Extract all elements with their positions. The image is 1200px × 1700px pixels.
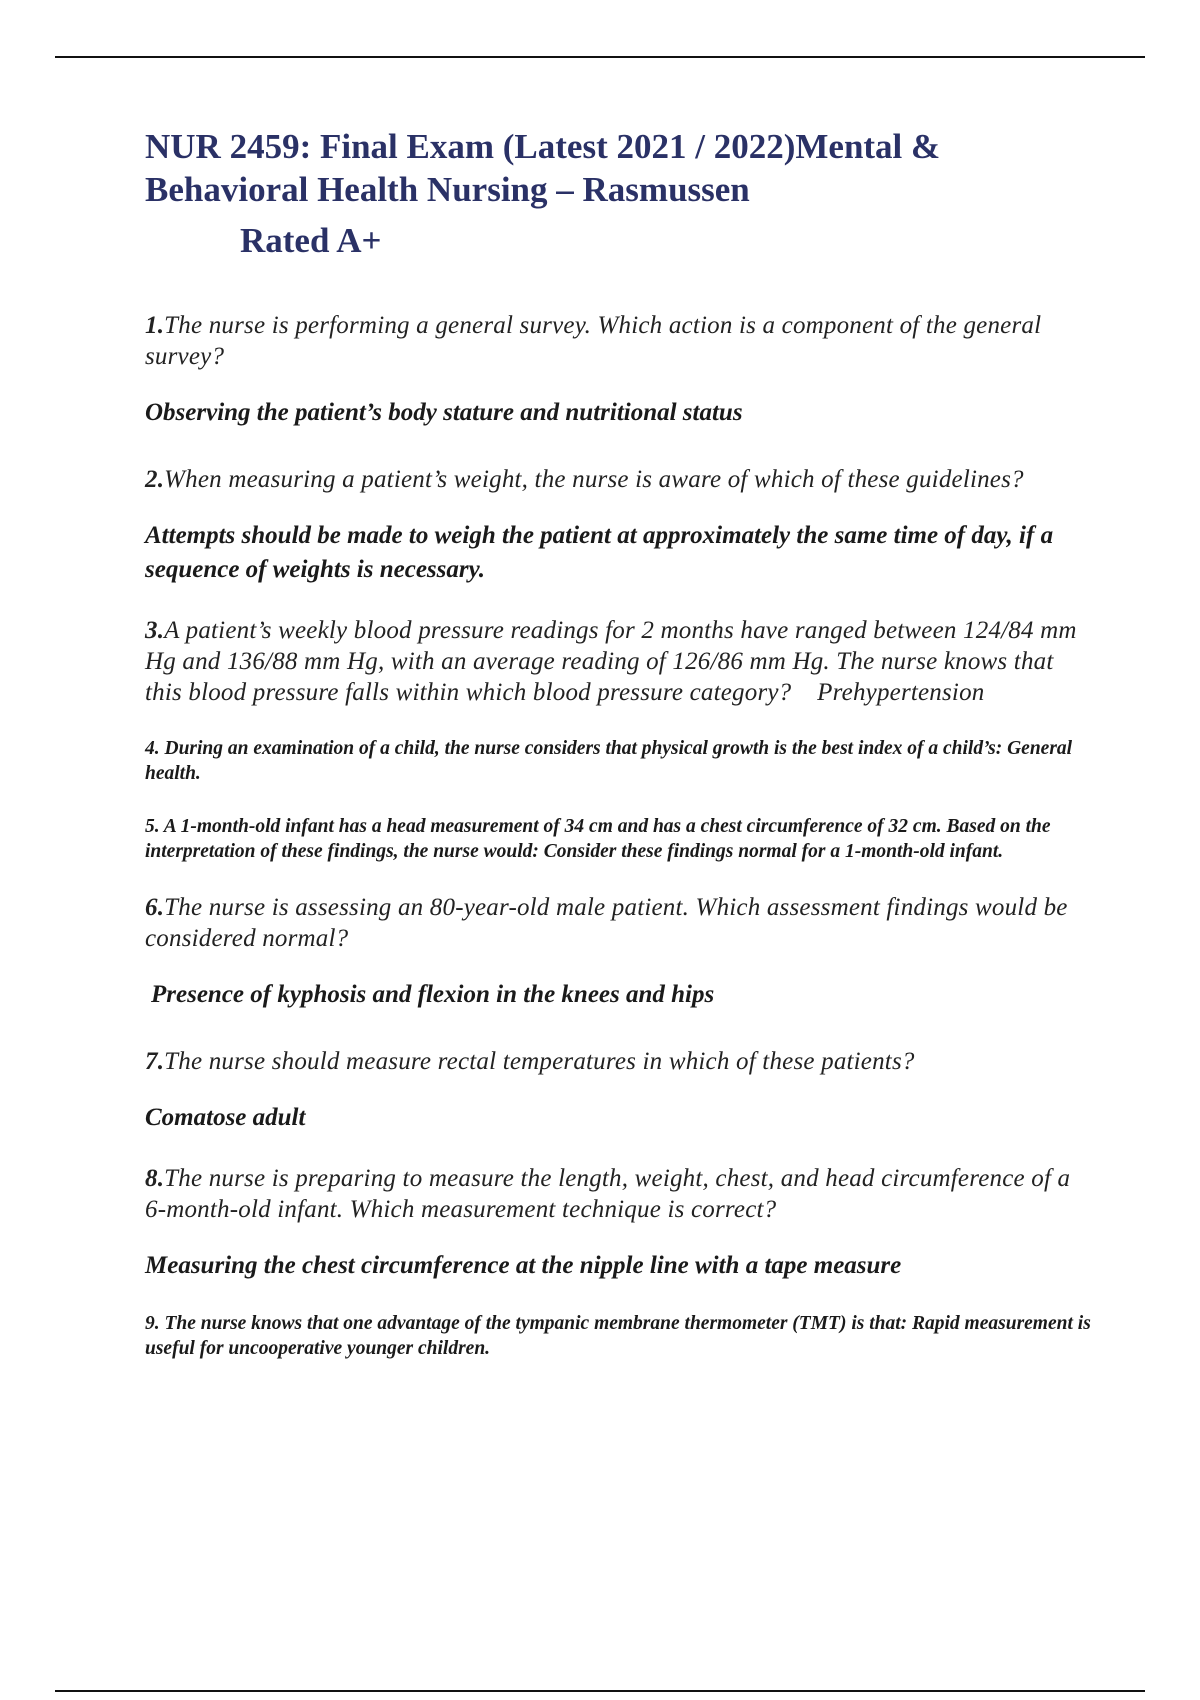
document-title: NUR 2459: Final Exam (Latest 2021 / 2022)Mental & Behavioral Health Nursing – Rasmussen — [145, 127, 941, 209]
question-text: A patient’s weekly blood pressure readings for 2 months have ranged between 124/84 mm Hg and 136/88 mm Hg, with an average reading of 126/86 mm Hg. The nurse knows that this blood pressure falls within which blood pressure category? Prehypertension — [145, 617, 1084, 706]
question-number: 2. — [145, 466, 165, 493]
question-number: 8. — [145, 1165, 165, 1192]
question-8 — [145, 1163, 1095, 1225]
question-text: The nurse should measure rectal temperatures in which of these patients? — [164, 1048, 915, 1075]
answer-1: Observing the patient’s body stature and nutritional status — [145, 399, 743, 426]
answer-7: Comatose adult — [145, 1104, 306, 1131]
answer-2: Attempts should be made to weigh the patient at approximately the same time of day, if a sequence of weights is necessary. — [145, 522, 1054, 583]
question-1 — [145, 310, 1095, 372]
question-4: 4. During an examination of a child, the nurse considers that physical growth is the best index of a child’s: General health. — [145, 738, 1073, 784]
question-number: 3. — [145, 617, 165, 644]
question-number: 6. — [145, 894, 165, 921]
question-7 — [145, 1046, 1095, 1077]
document-body — [145, 125, 1095, 1361]
question-text: When measuring a patient’s weight, the nurse is aware of which of these guidelines? — [164, 466, 1024, 493]
question-text: The nurse is preparing to measure the length, weight, chest, and head circumference of a 6-month-old infant. Which measurement technique is correct? — [145, 1165, 1071, 1223]
question-3 — [145, 615, 1095, 708]
question-number: 7. — [145, 1048, 165, 1075]
document-rating: Rated A+ — [240, 221, 382, 260]
footer-rule — [55, 1690, 1145, 1692]
question-number: 1. — [145, 312, 165, 339]
question-6 — [145, 892, 1095, 954]
question-text: The nurse is performing a general survey. Which action is a component of the general survey? — [145, 312, 1042, 370]
answer-6: Presence of kyphosis and flexion in the knees and hips — [151, 981, 715, 1008]
question-5: 5. A 1-month-old infant has a head measurement of 34 cm and has a chest circumference of 32 cm. Based on the interpretation of these findings, the nurse would: Consider these findings normal for a 1-month-old infant. — [145, 816, 1051, 862]
question-2 — [145, 464, 1095, 495]
question-text: The nurse is assessing an 80-year-old male patient. Which assessment findings would be considered normal? — [145, 894, 1068, 952]
answer-8: Measuring the chest circumference at the nipple line with a tape measure — [145, 1252, 902, 1279]
question-9: 9. The nurse knows that one advantage of the tympanic membrane thermometer (TMT) is that: Rapid measurement is useful for uncooperative younger children. — [145, 1313, 1091, 1359]
header-rule — [55, 56, 1145, 58]
